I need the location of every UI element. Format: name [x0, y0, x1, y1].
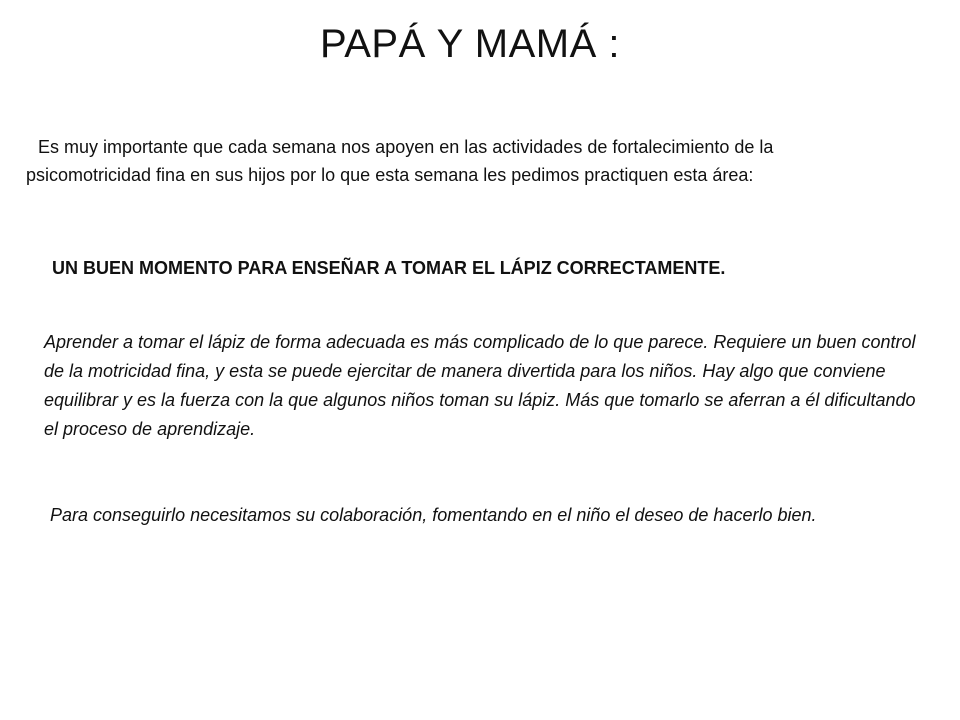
- intro-paragraph: Es muy importante que cada semana nos apoyen en las actividades de fortalecimiento de la psicomotricidad fina en sus hijos por lo que esta semana les pedimos practiquen esta área:: [26, 137, 774, 185]
- section-heading: UN BUEN MOMENTO PARA ENSEÑAR A TOMAR EL LÁPIZ CORRECTAMENTE.: [52, 258, 726, 278]
- body-paragraph: Aprender a tomar el lápiz de forma adecuada es más complicado de lo que parece. Requiere un buen control de la motricidad fina, y esta se puede ejercitar de manera divertida para los niños. Hay algo que conviene equilibrar y es la fuerza con la que algunos niños toman su lápiz. Más que tomarlo se aferran a él dificultando el proceso de aprendizaje.: [44, 332, 916, 439]
- closing-paragraph: Para conseguirlo necesitamos su colaboración, fomentando en el niño el deseo de hacerlo bien.: [50, 505, 817, 525]
- slide-title: PAPÁ Y MAMÁ :: [320, 22, 620, 66]
